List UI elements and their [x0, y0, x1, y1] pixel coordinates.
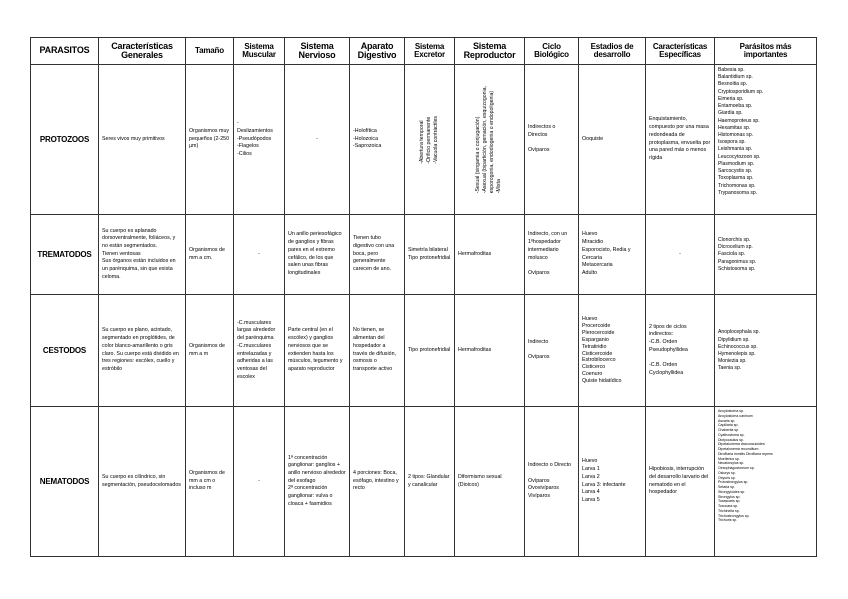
parasite-name: PROTOZOOS	[31, 65, 99, 215]
header-aparato-digestivo: Aparato Digestivo	[350, 38, 405, 65]
header-sistema-muscular: Sistema Muscular	[234, 38, 285, 65]
cell-parasitos-importantes: Ancylostoma sp. Ancylostoma caninum Ascaris sp. Capillaria sp. Chabertia sp. Cyathostoma sp. Dictyocaulus sp. Dipetalonema dracunculoides Dipetalonema reconditum Dirofilaria immitis Dirofilaria repens Muellerius sp. Necatorsylus sp. Oesophagostomum sp. Oslurys sp. Oxyuris sp. Protostrongylus sp. Setaria sp. Strongyloides sp. Strongylus sp. Toxascaris sp. Toxocara sp. Trichinella sp. Trichostrongylus sp. Trichuris sp.	[715, 407, 817, 557]
vertical-text-excretor: -Abertura temporal -Orificio permanente -Vacuola contráctiles	[418, 115, 439, 164]
parasite-comparison-table	[30, 37, 817, 557]
row-cestodos	[31, 295, 817, 407]
row-trematodos	[31, 215, 817, 295]
cell-parasitos-importantes: Clonorchis sp. Dicrocelium sp. Fasciola sp. Paragonimus sp. Schistosoma sp.	[715, 215, 817, 295]
cell-ciclo-biologico: Indirectos o Directos Ovíparos	[525, 65, 579, 215]
cell-tamano: Organismos muy pequeños (2-250 µm)	[186, 65, 234, 215]
header-sistema-excretor: Sistema Excretor	[405, 38, 455, 65]
cell-estadios-desarrollo: Huevo Procercoide Plerocercoide Esparganio Tetratiridio Cisticercoide Estrobilocerco Cisticerco Coenuro Quiste hidatídico	[579, 295, 646, 407]
cell-tamano: Organismos de mm a cm o incluso m	[186, 407, 234, 557]
cell-sistema-muscular: -C.musculares largas alrededor del parénquima -C.musculares entrelazadas y adheridas a las ventosas del escolex	[234, 295, 285, 407]
parasite-comparison-table-sheet	[30, 37, 816, 556]
header-parasitos: PARASITOS	[31, 38, 99, 65]
vertical-text-reproductor: -Sexual (singamia o conjugación) -Asexual (bipartición, gemación, esquizogonia, esporogonia, endodiogenia o endopoligenia) -Mixta	[475, 85, 503, 194]
cell-parasitos-importantes: Babesia sp. Balantidium sp. Besnoitia sp. Cryptosporidium sp. Eimeria sp. Entamoeba sp. Giardia sp. Haemoproteus sp. Hexamitas sp. Histomonas sp. Isospora sp. Leishmania sp. Leucocytozoon sp. Plasmodium sp. Sarcocystis sp. Toxoplasma sp. Trichomonas sp. Trypanosoma sp.	[715, 65, 817, 215]
cell-sistema-reproductor	[455, 65, 525, 215]
cell-aparato-digestivo: No tienen, se alimentan del hospedador a través de difusión, osmosis o transporte activo	[350, 295, 405, 407]
cell-parasitos-importantes: Anoplocephala sp. Dipylidium sp. Echinococcus sp. Hymenolepis sp. Moniezia sp. Taenia sp.	[715, 295, 817, 407]
cell-sistema-muscular: - Deslizamientos -Pseudópodos -Flagelos -Cilios	[234, 65, 285, 215]
parasite-name: TREMATODOS	[31, 215, 99, 295]
cell-caracteristicas-generales: Seres vivos muy primitivos	[99, 65, 186, 215]
row-nematodos	[31, 407, 817, 557]
header-sistema-reproductor: Sistema Reproductor	[455, 38, 525, 65]
cell-caracteristicas-especificas: -	[646, 215, 715, 295]
cell-ciclo-biologico: Indirecto Ovíparos	[525, 295, 579, 407]
cell-sistema-excretor: 2 tipos: Glandular y canalicular	[405, 407, 455, 557]
cell-caracteristicas-especificas: Enquistamiento, compuesto por una masa redondeada de protoplasma, envuelta por una pared más o menos rígida	[646, 65, 715, 215]
cell-sistema-excretor	[405, 65, 455, 215]
header-tamano: Tamaño	[186, 38, 234, 65]
cell-sistema-muscular: -	[234, 215, 285, 295]
row-protozoos	[31, 65, 817, 215]
cell-sistema-reproductor: Diformismo sexual (Dioicos)	[455, 407, 525, 557]
cell-sistema-reproductor: Hermafroditas	[455, 215, 525, 295]
cell-aparato-digestivo: 4 porciones: Boca, esófago, intestino y recto	[350, 407, 405, 557]
cell-sistema-nervioso: -	[285, 65, 350, 215]
cell-sistema-excretor: Simetría bilateral Tipo protonefridial	[405, 215, 455, 295]
cell-caracteristicas-generales: Su cuerpo es plano, acintado, segmentado en proglótides, de color blanco-amarillento o gris claro. Su cuerpo está dividido en tres regiones: escólex, cuello y estróbilo	[99, 295, 186, 407]
header-parasitos-importantes: Parásitos más importantes	[715, 38, 817, 65]
parasite-name: NEMATODOS	[31, 407, 99, 557]
cell-sistema-excretor: Tipo protonefridial	[405, 295, 455, 407]
header-caracteristicas-generales: Características Generales	[99, 38, 186, 65]
parasite-name: CESTODOS	[31, 295, 99, 407]
cell-caracteristicas-especificas: 2 tipos de ciclos indirectos: -C.B. Orden Pseudophyllidea -C.B. Orden Cyclophyllidea	[646, 295, 715, 407]
cell-tamano: Organismos de mm a cm.	[186, 215, 234, 295]
header-sistema-nervioso: Sistema Nervioso	[285, 38, 350, 65]
cell-estadios-desarrollo: Ooquiste	[579, 65, 646, 215]
cell-sistema-reproductor: Hermafroditas	[455, 295, 525, 407]
cell-aparato-digestivo: -Holofítica -Holozoica -Saprozoica	[350, 65, 405, 215]
cell-estadios-desarrollo: Huevo Larva 1 Larva 2 Larva 3: infectante Larva 4 Larva 5	[579, 407, 646, 557]
cell-caracteristicas-especificas: Hipobiosis, interrupción del desarrollo larvario del nematodo en el hospedador	[646, 407, 715, 557]
cell-aparato-digestivo: Tienen tubo digestivo con una boca, pero generalmente carecen de ano.	[350, 215, 405, 295]
cell-ciclo-biologico: Indirecto o Directo Ovíparos Ovovivíparos Vivíparos	[525, 407, 579, 557]
header-estadios-desarrollo: Estadios de desarrollo	[579, 38, 646, 65]
cell-caracteristicas-generales: Su cuerpo es cilíndrico, sin segmentación, pseudocelomados	[99, 407, 186, 557]
cell-tamano: Organismos de mm a m	[186, 295, 234, 407]
header-ciclo-biologico: Ciclo Biológico	[525, 38, 579, 65]
header-row	[31, 38, 817, 65]
header-caracteristicas-especificas: Características Específicas	[646, 38, 715, 65]
cell-sistema-nervioso: 1ª concentración ganglionar: ganglios + anillo nervioso alrededor del esofago 2ª concentración ganglionar: vulva o cloaca + fasmidios	[285, 407, 350, 557]
cell-estadios-desarrollo: Huevo Miracidio Esporocisto, Redia y Cercaria Metacercaria Adulto	[579, 215, 646, 295]
cell-caracteristicas-generales: Su cuerpo es aplanado dorsoventralmente, foliáceos, y no están segmentados. Tienen ventosas Sus órganos están incluidos en un parénquima, sin que exista celoma.	[99, 215, 186, 295]
cell-sistema-nervioso: Un anillo periesofágico de ganglios y fibras pares en el extremo cefálico, de los que salen unas fibras longitudinales	[285, 215, 350, 295]
cell-sistema-muscular: -	[234, 407, 285, 557]
cell-sistema-nervioso: Parte central (en el escólex) y ganglios nerviosos que se extienden hasta los músculos, tegumento y aparato reproductor	[285, 295, 350, 407]
cell-ciclo-biologico: Indirecto, con un 1ºhospedador intermediario molusco Ovíparos	[525, 215, 579, 295]
